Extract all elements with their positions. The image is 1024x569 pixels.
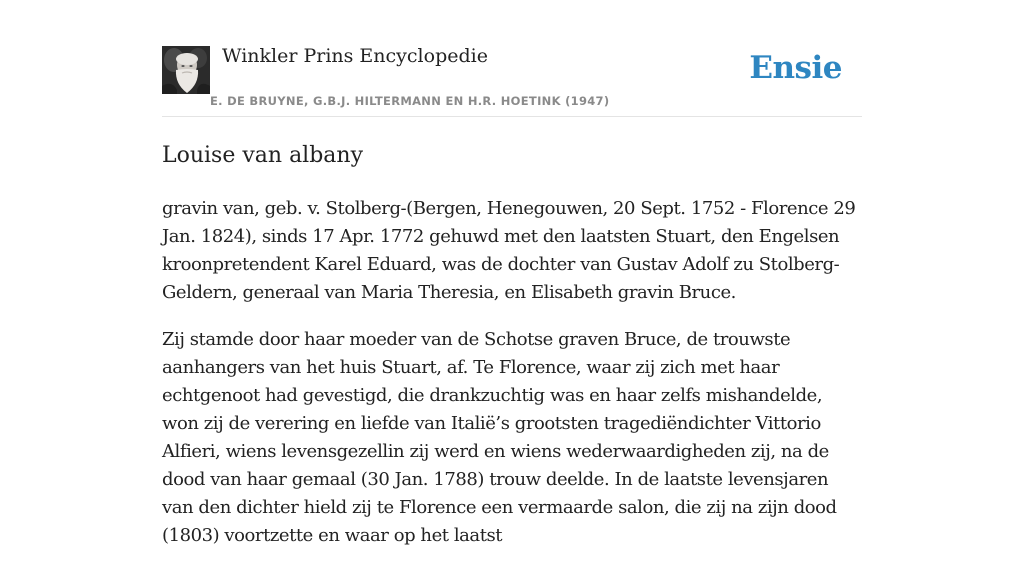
author-avatar[interactable] bbox=[162, 46, 210, 94]
article-title: Louise van albany bbox=[162, 143, 364, 168]
article-paragraph: Zij stamde door haar moeder van de Schotse graven Bruce, de trouwste aanhangers van het huis Stuart, af. Te Florence, waar zij zich met haar echtgenoot had gevestigd, die drankzuchtig was en haar zelfs mishandelde, won zij de verering en liefde van Italië’s grootsten tragediëndichter Vittorio Alfieri, wiens levensgezellin zij werd en wiens wederwaardigheden zij, na de dood van haar gemaal (30 Jan. 1788) trouw deelde. In de laatste levensjaren van den dichter hield zij te Florence een vermaarde salon, die zij na zijn dood (1803) voortzette en waar op het laatst bbox=[162, 329, 837, 546]
publication-title[interactable]: Winkler Prins Encyclopedie bbox=[222, 45, 488, 67]
article-paragraph: gravin van, geb. v. Stolberg-(Bergen, Henegouwen, 20 Sept. 1752 - Florence 29 Jan. 1824), sinds 17 Apr. 1772 gehuwd met den laatsten Stuart, den Engelsen kroonpretendent Karel Eduard, was de dochter van Gustav Adolf zu Stolberg-Geldern, generaal van Maria Theresia, en Elisabeth gravin Bruce. bbox=[162, 198, 856, 303]
content-column bbox=[162, 0, 862, 569]
article-body bbox=[162, 195, 862, 550]
publication-authors: E. DE BRUYNE, G.B.J. HILTERMANN EN H.R. HOETINK (1947) bbox=[210, 94, 610, 108]
ensie-logo-link[interactable]: Ensie bbox=[749, 50, 842, 86]
bearded-man-portrait-icon bbox=[162, 46, 210, 94]
publication-header bbox=[162, 0, 862, 117]
